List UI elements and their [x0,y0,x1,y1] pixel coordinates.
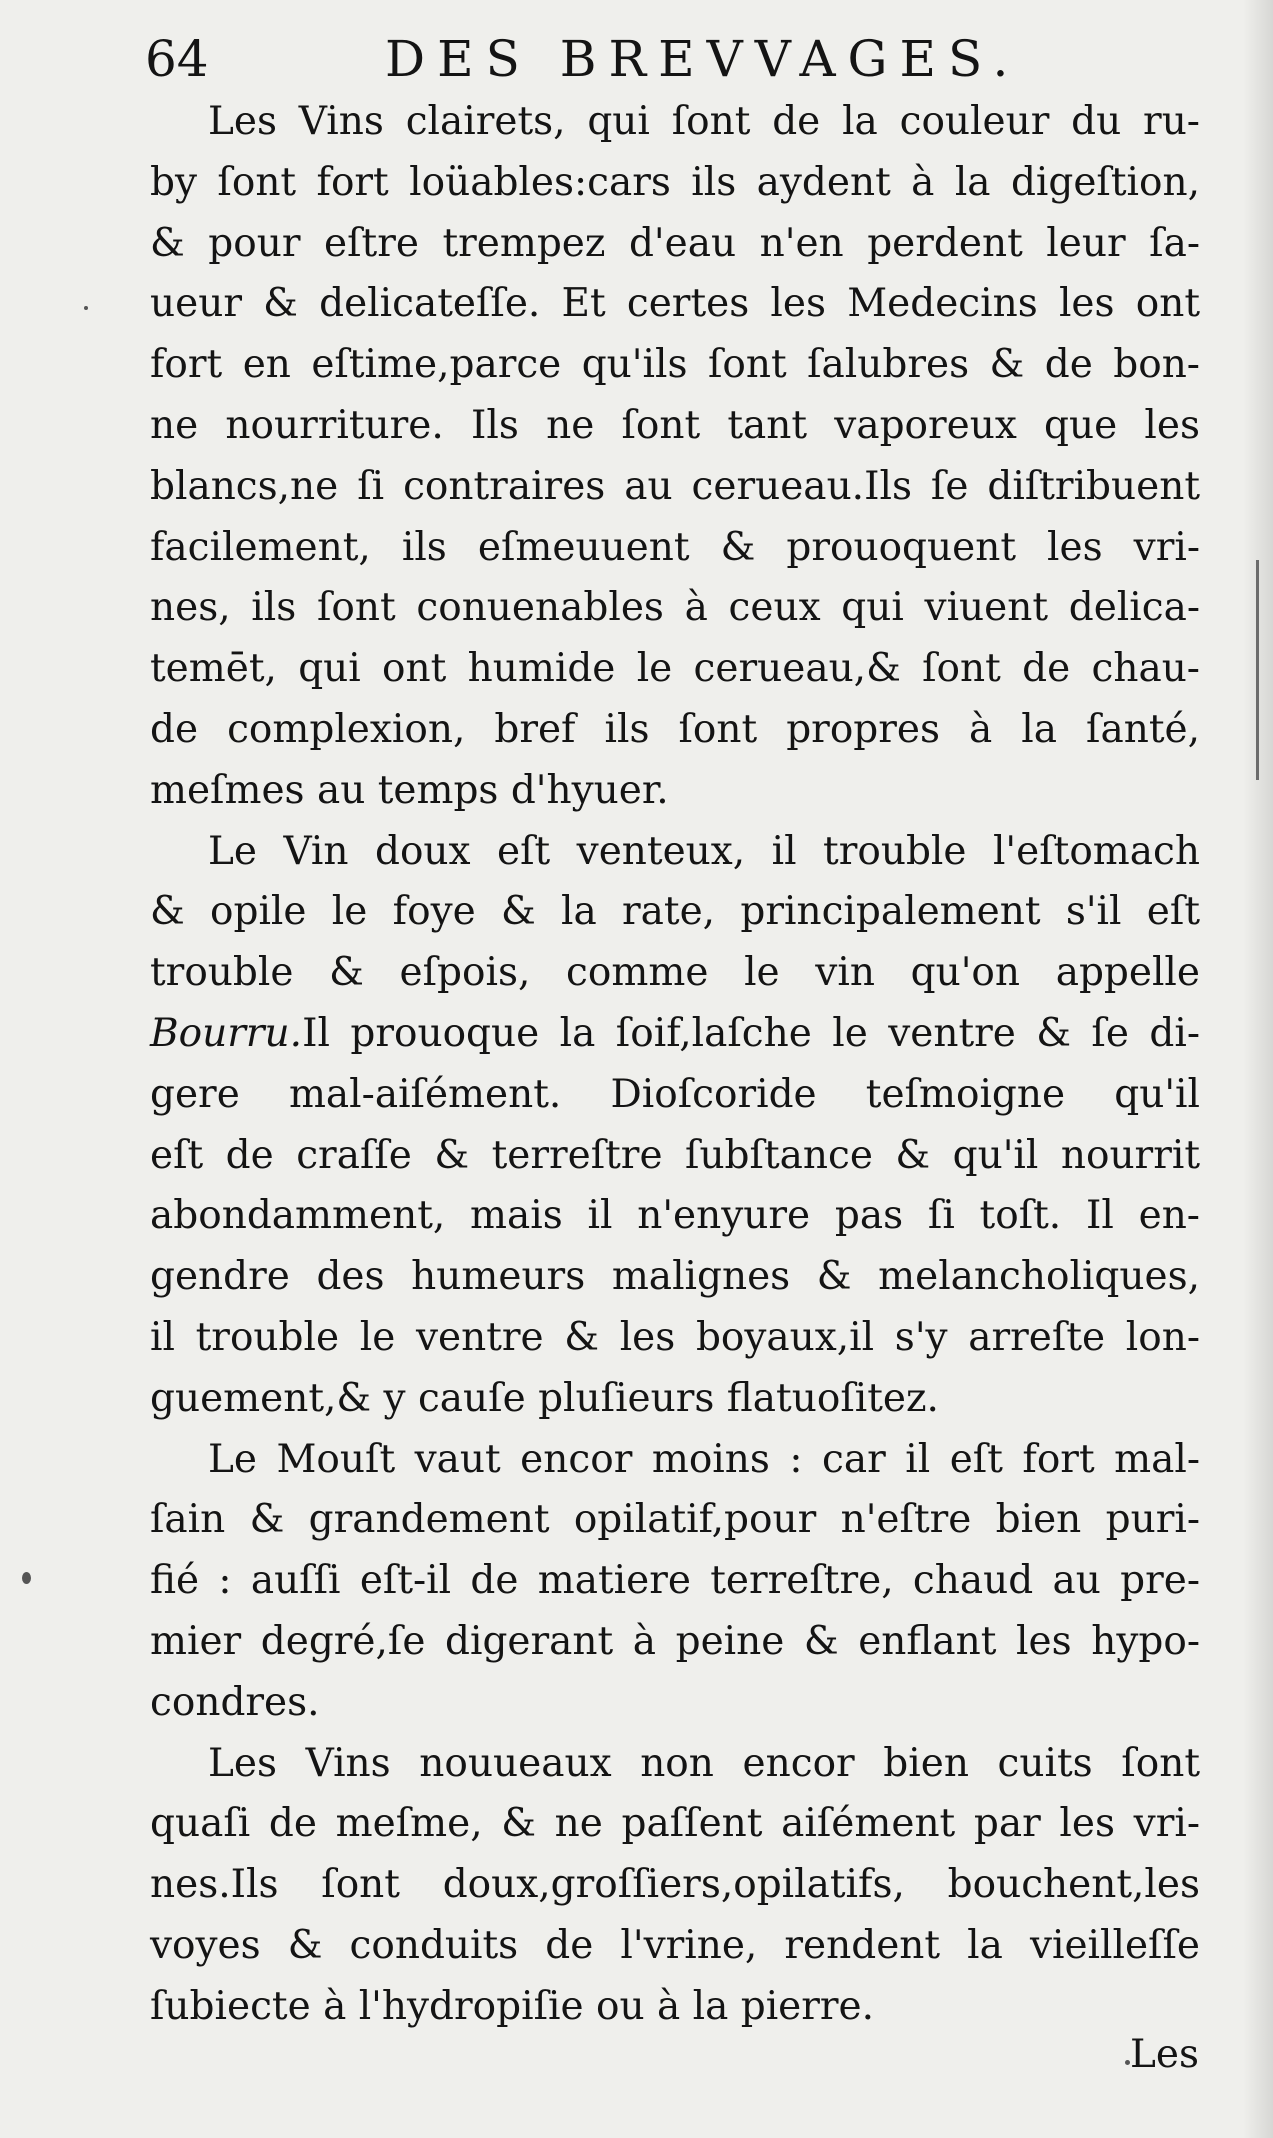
text-line [150,1308,1200,1369]
line-text: nes, ils ſont conuenables à ceux qui viuent delica- [150,585,1200,631]
text-line [150,1004,1200,1065]
text-line [150,1369,1200,1430]
text-line [150,1855,1200,1916]
line-text: facilement, ils eſmeuuent & prouoquent les vri- [150,524,1200,570]
line-text: ne nourriture. Ils ne ſont tant vaporeux que les [150,402,1200,448]
line-text: meſmes au temps d'hyuer. [150,767,669,813]
line-text: Le Mouſt vaut encor moins : car il eſt fort mal- [208,1436,1200,1482]
line-text: de complexion, bref ils ſont propres à la ſanté, [150,706,1200,752]
ink-speck [84,306,88,310]
line-text: il trouble le ventre & les boyaux,il s'y arreſte lon- [150,1314,1200,1360]
text-line [150,1186,1200,1247]
text-line [150,153,1200,214]
text-line [150,943,1200,1004]
ink-speck [22,1572,31,1584]
text-line [150,700,1200,761]
text-line [150,1247,1200,1308]
ink-speck [1125,2060,1130,2065]
body-text [150,92,1200,2038]
text-line [150,335,1200,396]
line-text: & opile le foye & la rate, principalement s'il eſt [150,889,1200,935]
line-text: trouble & eſpois, comme le vin qu'on appelle [150,950,1200,996]
text-line [150,1430,1200,1491]
text-line [150,1916,1200,1977]
line-text: ſain & grandement opilatif,pour n'eſtre bien puri- [150,1497,1200,1543]
catchword: Les [1130,2032,1199,2077]
text-line [150,822,1200,883]
text-line [150,1490,1200,1551]
line-text: & pour eſtre trempez d'eau n'en perdent leur ſa- [150,220,1200,266]
line-text: mier degré,ſe digerant à peine & enflant les hypo- [150,1618,1200,1664]
text-line [150,1065,1200,1126]
line-text: ueur & delicateſſe. Et certes les Medecins les ont [150,281,1200,327]
text-line [150,1794,1200,1855]
text-line [150,578,1200,639]
running-title: DES BREVVAGES. [385,30,1021,88]
line-text: condres. [150,1679,320,1725]
line-text: eſt de craſſe & terreſtre ſubſtance & qu'il nourrit [150,1132,1200,1178]
line-text: Le Vin doux eſt venteux, il trouble l'eſtomach [208,828,1200,874]
text-line [150,396,1200,457]
text-line [150,274,1200,335]
line-text: abondamment, mais il n'enyure pas ſi toſt. Il en- [150,1193,1200,1239]
page-edge-shadow [1243,0,1273,2138]
line-text: temēt, qui ont humide le cerueau,& ſont de chau- [150,646,1200,692]
line-text: Les Vins nouueaux non encor bien cuits ſont [208,1740,1200,1786]
text-line [150,1126,1200,1187]
line-text: fort en eſtime,parce qu'ils ſont ſalubres & de bon- [150,342,1200,388]
line-text: Les Vins clairets, qui ſont de la couleur du ru- [208,99,1200,144]
italic-word: Bourru. [150,1010,303,1056]
line-text: Il prouoque la ſoif,laſche le ventre & ſe di- [302,1010,1200,1056]
line-text: by ſont fort loüables:cars ils aydent à la digeſtion, [150,159,1200,205]
text-line [150,761,1200,822]
text-line [150,457,1200,518]
text-line [150,92,1200,153]
line-text: voyes & conduits de l'vrine, rendent la vieilleſſe [150,1922,1200,1968]
line-text: nes.Ils ſont doux,groſſiers,opilatifs, bouchent,les [150,1862,1200,1908]
text-line [150,639,1200,700]
text-line [150,1977,1200,2038]
text-line [150,882,1200,943]
text-line [150,1612,1200,1673]
running-head [145,24,1195,94]
line-text: ſubiecte à l'hydropiſie ou à la pierre. [150,1983,875,2029]
line-text: fié : auſſi eſt-il de matiere terreſtre, chaud au pre- [150,1558,1200,1604]
text-line [150,214,1200,275]
page-edge-mark [1256,560,1259,780]
text-line [150,1734,1200,1795]
text-line [150,518,1200,579]
line-text: gendre des humeurs malignes & melancholiques, [150,1254,1200,1300]
line-text: guement,& y cauſe pluſieurs flatuoſitez. [150,1375,939,1421]
text-line [150,1551,1200,1612]
text-line [150,1673,1200,1734]
page-number: 64 [145,30,209,88]
line-text: gere mal-aiſément. Dioſcoride teſmoigne qu'il [150,1071,1200,1117]
line-text: quaſi de meſme, & ne paſſent aiſément par les vri- [150,1801,1200,1847]
line-text: blancs,ne ſi contraires au cerueau.Ils ſe diſtribuent [150,463,1200,509]
